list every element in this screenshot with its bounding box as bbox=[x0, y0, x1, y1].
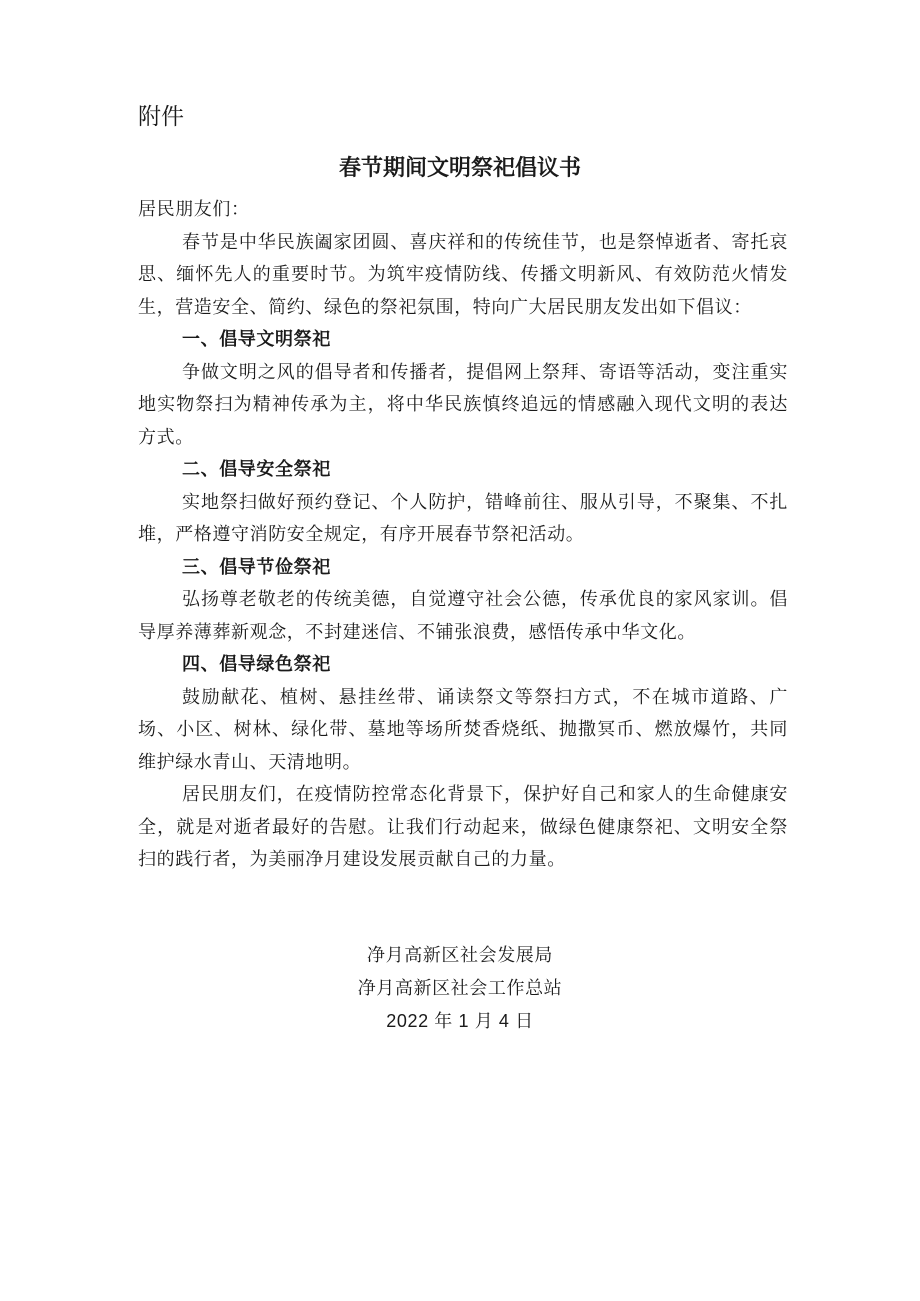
signature-block bbox=[0, 940, 920, 1038]
section-heading-2: 二、倡导安全祭祀 bbox=[182, 459, 331, 480]
intro-paragraph: 春节是中华民族阖家团圆、喜庆祥和的传统佳节，也是祭悼逝者、寄托哀思、缅怀先人的重要时节。为筑牢疫情防线、传播文明新风、有效防范火情发生，营造安全、简约、绿色的祭祀氛围，特向广大居民朋友发出如下倡议： bbox=[138, 231, 788, 318]
section-text-2: 实地祭扫做好预约登记、个人防护，错峰前往、服从引导，不聚集、不扎堆，严格遵守消防安全规定，有序开展春节祭祀活动。 bbox=[138, 491, 788, 545]
salutation: 居民朋友们： bbox=[138, 199, 250, 220]
document-title: 春节期间文明祭祀倡议书 bbox=[338, 156, 581, 181]
section-text-3: 弘扬尊老敬老的传统美德，自觉遵守社会公德，传承优良的家风家训。倡导厚养薄葬新观念，不封建迷信、不铺张浪费，感悟传承中华文化。 bbox=[138, 589, 788, 643]
section-text-4: 鼓励献花、植树、悬挂丝带、诵读祭文等祭扫方式，不在城市道路、广场、小区、树林、绿化带、墓地等场所焚香烧纸、抛撒冥币、燃放爆竹，共同维护绿水青山、天清地明。 bbox=[138, 686, 788, 773]
signature-org-2: 净月高新区社会工作总站 bbox=[357, 977, 563, 999]
signature-date: 2022 年 1 月 4 日 bbox=[386, 1011, 534, 1031]
signature-org-1: 净月高新区社会发展局 bbox=[367, 945, 553, 966]
attachment-label: 附件 bbox=[138, 104, 184, 130]
section-text-1: 争做文明之风的倡导者和传播者，提倡网上祭拜、寄语等活动，变注重实地实物祭扫为精神传承为主，将中华民族慎终追远的情感融入现代文明的表达方式。 bbox=[138, 361, 788, 448]
section-heading-1: 一、倡导文明祭祀 bbox=[182, 329, 331, 350]
document-body bbox=[138, 194, 788, 877]
section-heading-3: 三、倡导节俭祭祀 bbox=[182, 556, 331, 578]
closing-paragraph: 居民朋友们，在疫情防控常态化背景下，保护好自己和家人的生命健康安全，就是对逝者最好的告慰。让我们行动起来，做绿色健康祭祀、文明安全祭扫的践行者，为美丽净月建设发展贡献自己的力量。 bbox=[138, 784, 788, 870]
section-heading-4: 四、倡导绿色祭祀 bbox=[182, 654, 331, 675]
